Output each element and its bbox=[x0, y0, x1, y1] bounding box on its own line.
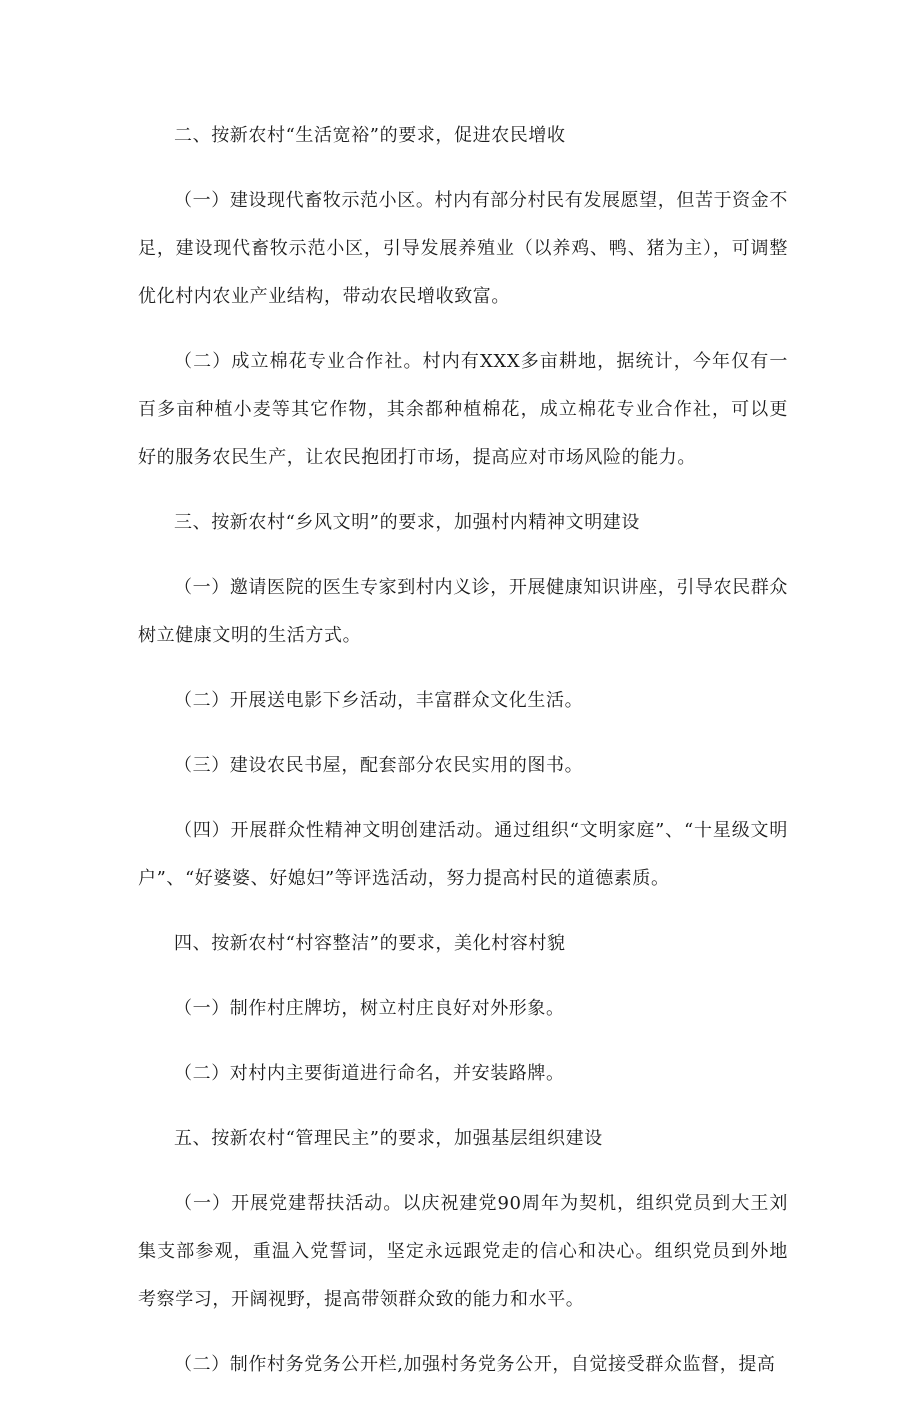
section-heading-2: 二、按新农村“生活宽裕”的要求，促进农民增收 bbox=[174, 125, 566, 146]
document-page bbox=[138, 112, 788, 1406]
section-heading-5: 五、按新农村“管理民主”的要求，加强基层组织建设 bbox=[174, 1128, 603, 1149]
paragraph-item: （一）制作村庄牌坊，树立村庄良好对外形象。 bbox=[174, 998, 565, 1019]
paragraph-item: （四）开展群众性精神文明创建活动。通过组织“文明家庭”、“十星级文明户”、“好婆婆、好媳妇”等评选活动，努力提高村民的道德素质。 bbox=[138, 820, 788, 889]
paragraph-item: （二）制作村务党务公开栏,加强村务党务公开，自觉接受群众监督，提高 bbox=[174, 1354, 776, 1375]
section-heading-3: 三、按新农村“乡风文明”的要求，加强村内精神文明建设 bbox=[174, 512, 641, 533]
paragraph-item: （二）成立棉花专业合作社。村内有XXX多亩耕地，据统计，今年仅有一百多亩种植小麦等其它作物，其余都种植棉花，成立棉花专业合作社，可以更好的服务农民生产，让农民抱团打市场，提高应对市场风险的能力。 bbox=[138, 351, 788, 468]
paragraph-item: （一）开展党建帮扶活动。以庆祝建党90周年为契机，组织党员到大王刘集支部参观，重温入党誓词，坚定永远跟党走的信心和决心。组织党员到外地考察学习，开阔视野，提高带领群众致的能力和水平。 bbox=[138, 1193, 788, 1310]
paragraph-item: （一）建设现代畜牧示范小区。村内有部分村民有发展愿望，但苦于资金不足，建设现代畜牧示范小区，引导发展养殖业（以养鸡、鸭、猪为主），可调整优化村内农业产业结构，带动农民增收致富。 bbox=[138, 190, 788, 307]
paragraph-item: （三）建设农民书屋，配套部分农民实用的图书。 bbox=[174, 755, 584, 776]
paragraph-item: （一）邀请医院的医生专家到村内义诊，开展健康知识讲座，引导农民群众树立健康文明的生活方式。 bbox=[138, 577, 788, 646]
paragraph-item: （二）对村内主要街道进行命名，并安装路牌。 bbox=[174, 1063, 565, 1084]
section-heading-4: 四、按新农村“村容整洁”的要求，美化村容村貌 bbox=[174, 933, 566, 954]
paragraph-item: （二）开展送电影下乡活动，丰富群众文化生活。 bbox=[174, 690, 584, 711]
